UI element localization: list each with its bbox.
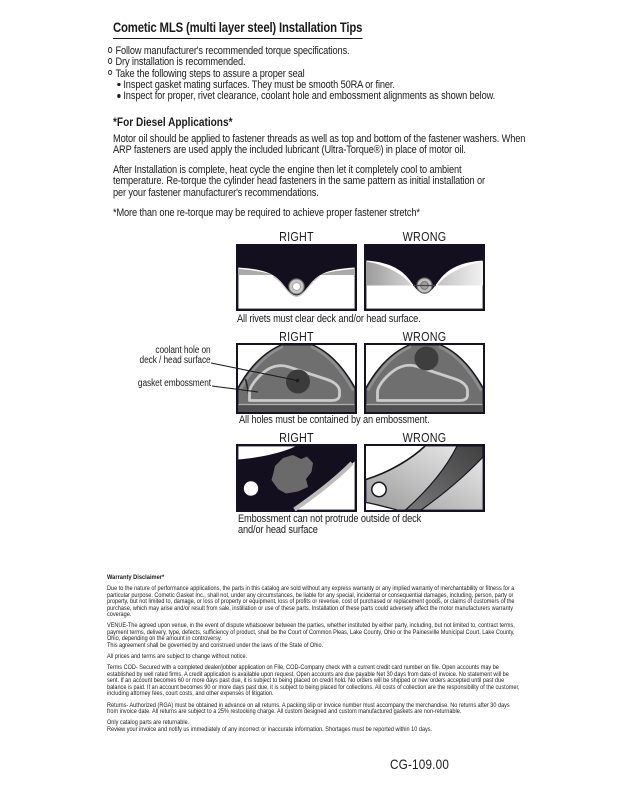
fig3-wrong-label: WRONG bbox=[402, 430, 447, 445]
tip-text: Inspect gasket mating surfaces. They must be smooth 50RA or finer. bbox=[123, 78, 395, 91]
fig1-right-label: RIGHT bbox=[279, 230, 314, 244]
gasket-embossment-label: gasket embossment bbox=[137, 377, 211, 389]
list-item bbox=[117, 91, 495, 102]
fig1-caption: All rivets must clear deck and/or head surface. bbox=[237, 312, 421, 325]
page-code: CG-109.00 bbox=[390, 756, 450, 772]
fig2-right-diagram bbox=[236, 343, 357, 414]
legal-paragraph: Returns- Authorized (RGA) must be obtained in advance on all returns. A packing slip or invoice number must accompany the merchandise. No returns after 30 days from invoice date. All returns are subject to a 25% restocking charge. All custom designed and custom manufactured gaskets are non-returnable. bbox=[107, 701, 510, 715]
legal-paragraph: Review your invoice and notify us immediately of any incorrect or inaccurate information. Shortages must be reported within 10 days. bbox=[107, 725, 433, 733]
fig3-caption: Embossment can not protrude outside of deck and/or head surface bbox=[237, 513, 421, 536]
fig3-wrong-diagram bbox=[364, 444, 485, 512]
diesel-heading: *For Diesel Applications* bbox=[113, 115, 233, 129]
fig3-right-label: RIGHT bbox=[279, 430, 314, 445]
tip-text: Inspect for proper, rivet clearance, coolant hole and embossment alignments as shown below. bbox=[123, 90, 496, 103]
tips-list bbox=[108, 46, 495, 102]
fig2-caption: All holes must be contained by an embossment. bbox=[239, 413, 430, 426]
circle-bullet-icon bbox=[108, 47, 113, 52]
fig1-wrong-diagram bbox=[364, 244, 485, 311]
page-title: Cometic MLS (multi layer steel) Installation Tips bbox=[113, 20, 362, 39]
warranty-disclaimer-section bbox=[107, 575, 520, 738]
fig1-right-diagram bbox=[236, 244, 357, 311]
tip-text: Follow manufacturer's recommended torque specifications. bbox=[115, 45, 350, 57]
circle-bullet-icon bbox=[108, 58, 113, 63]
dot-bullet-icon bbox=[117, 83, 120, 87]
circle-bullet-icon bbox=[108, 70, 113, 75]
legal-paragraph: Terms COD- Secured with a completed dealer/jobber application on File, COD-Company check with a current credit card number on file. Open accounts may be established by well rated firms. A credit application is available upon request. Open accounts are due payable Net 30 days from date of invoice. No statement will be sent. If an account becomes 60 or more days past due, it is subject to being placed on credit hold. No orders will be shipped or new orders accepted until past due balance is paid. If an account becomes 90 or more days past due, it is subject to being placed for collections. All costs of collection are the responsibility of the customer, including attorney fees, court costs, and other expenses of litigation. bbox=[107, 664, 520, 698]
legal-paragraph: VENUE-The agreed upon venue, in the event of dispute whatsoever between the parties, whether instituted by either party, including, but not limited to, contract terms, payment terms, delivery, type, defects, sufficiency of product, shall be the Court of Common Pleas, Lake County, Ohio or the Painesville Municipal Court, Lake County, Ohio, depending on the amount in controversy. bbox=[107, 622, 515, 643]
legal-paragraph: Due to the nature of performance applications, the parts in this catalog are sold without any express warranty or any implied warranty of merchantability or fitness for a particular purpose. Cometic Gasket Inc., shall not, under any circumstances, be liable for any special, incidental or consequential damages, including, person, party or property, but not limited to, damage, or loss of property or equipment, loss of profits or revenue, cost of purchased or replacement goods, or claims of customers of the purchase, which may arise and/or result from sale, instillation or use of these parts. Installation of these parts could adversely affect the motor manufacturers warranty coverage. bbox=[107, 585, 515, 619]
legal-paragraph: This agreement shall be governed by and construed under the laws of the State of Ohio. bbox=[107, 641, 324, 649]
tip-text: Dry installation is recommended. bbox=[115, 56, 246, 69]
diesel-paragraph-oil: Motor oil should be applied to fastener threads as well as top and bottom of the fastener washers. When ARP fasteners are used apply the included lubricant (Ultra-Torque®) in place of motor oil. bbox=[113, 132, 526, 157]
fig2-wrong-diagram bbox=[364, 343, 485, 414]
dot-bullet-icon bbox=[117, 94, 120, 98]
fig1-wrong-label: WRONG bbox=[402, 230, 447, 244]
tip-text: Take the following steps to assure a proper seal bbox=[115, 67, 305, 80]
coolant-hole-label: coolant hole on deck / head surface bbox=[139, 345, 211, 367]
fig2-wrong-label: WRONG bbox=[402, 329, 447, 344]
fig3-right-diagram bbox=[236, 444, 357, 512]
warranty-disclaimer-heading: Warranty Disclaimer* bbox=[107, 574, 165, 581]
legal-paragraph: Only catalog parts are returnable. bbox=[107, 719, 190, 727]
retorque-note: *More than one re-torque may be required to achieve proper fastener stretch* bbox=[113, 206, 420, 219]
fig2-right-label: RIGHT bbox=[279, 329, 314, 344]
legal-paragraph: All prices and terms are subject to change without notice. bbox=[107, 653, 248, 661]
diesel-paragraph-retorque: After Installation is complete, heat cycle the engine then let it completely cool to ambient temperature. Re-torque the cylinder head fasteners in the same pattern as initial installation or per your fastener manufacturer's recommendations. bbox=[113, 163, 485, 199]
